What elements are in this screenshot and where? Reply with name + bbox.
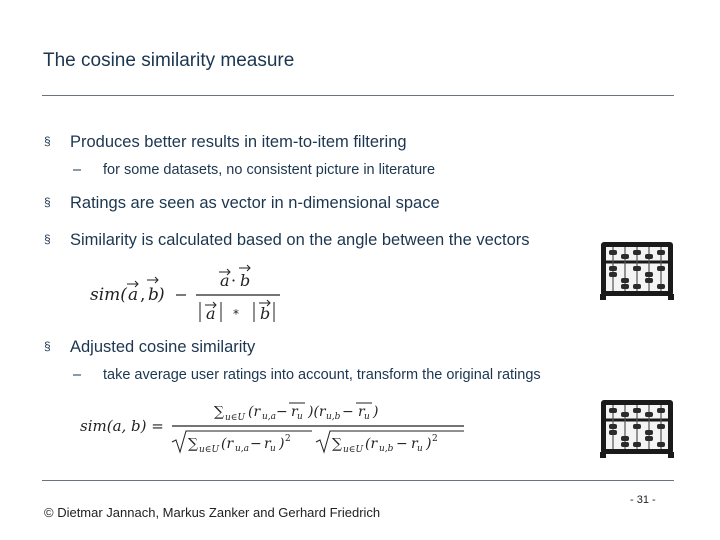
svg-text:a: a	[220, 271, 230, 290]
svg-text:b: b	[260, 304, 271, 323]
svg-text:(r: (r	[248, 404, 261, 420]
svg-text:u: u	[364, 412, 370, 422]
svg-text:*: *	[233, 307, 239, 321]
sub-marker: –	[73, 162, 82, 178]
svg-text:(r: (r	[365, 436, 378, 452]
svg-text:∑: ∑	[188, 436, 198, 452]
bullet-text: Similarity is calculated based on the angle between the vectors	[70, 231, 530, 249]
svg-text:): )	[426, 436, 432, 452]
bullet-text: Produces better results in item-to-item filtering	[70, 133, 407, 151]
svg-text:b: b	[240, 271, 251, 290]
bullet-marker: §	[44, 195, 51, 209]
svg-text:(r: (r	[221, 436, 234, 452]
adjusted-cosine-formula-image	[80, 398, 466, 456]
svg-text:−: −	[342, 404, 354, 420]
svg-text:u: u	[417, 444, 423, 454]
subbullet-text: for some datasets, no consistent picture in literature	[103, 162, 436, 178]
svg-text:−: −	[250, 436, 262, 452]
svg-text:·: ·	[231, 271, 237, 290]
bullet-item	[44, 133, 407, 152]
svg-text:2: 2	[432, 434, 438, 444]
svg-text:b: b	[148, 285, 159, 305]
bullet-marker: §	[44, 134, 51, 148]
svg-text:r: r	[358, 404, 365, 420]
subbullet-item	[73, 367, 541, 383]
abacus-icon	[598, 238, 676, 302]
svg-text:r: r	[264, 436, 271, 452]
sub-marker: –	[73, 367, 82, 383]
svg-text:): )	[373, 404, 379, 420]
svg-text:a: a	[206, 304, 216, 323]
svg-text:r: r	[291, 404, 298, 420]
svg-text:u: u	[297, 412, 303, 422]
svg-text:∑: ∑	[332, 436, 342, 452]
svg-text:u,b: u,b	[326, 412, 341, 422]
svg-text:,: ,	[140, 285, 146, 305]
svg-text:u∈U: u∈U	[199, 445, 220, 455]
bullet-item	[44, 194, 440, 213]
svg-text:)(r: )(r	[308, 404, 326, 420]
bullet-item	[44, 338, 255, 357]
svg-text:a: a	[128, 285, 139, 305]
slide-title: The cosine similarity measure	[43, 50, 295, 71]
svg-text:sim(: sim(	[90, 285, 127, 305]
page-number: - 31 -	[630, 494, 656, 506]
svg-text:): )	[158, 285, 165, 305]
cosine-formula-image	[88, 262, 288, 328]
svg-text:2: 2	[285, 434, 291, 444]
svg-text:sim(a, b) =: sim(a, b) =	[80, 417, 164, 435]
subbullet-text: take average user ratings into account, transform the original ratings	[103, 367, 541, 383]
bullet-marker: §	[44, 339, 51, 353]
subbullet-item	[73, 162, 435, 178]
svg-text:∑: ∑	[214, 404, 224, 420]
top-divider	[42, 95, 674, 96]
bottom-divider	[42, 480, 674, 481]
abacus-icon	[598, 396, 676, 460]
svg-text:r: r	[411, 436, 418, 452]
svg-text:u: u	[270, 444, 276, 454]
svg-text:u∈U: u∈U	[343, 445, 364, 455]
svg-text:u,a: u,a	[235, 444, 250, 454]
bullet-text: Adjusted cosine similarity	[70, 338, 256, 356]
footer-copyright: © Dietmar Jannach, Markus Zanker and Gerhard Friedrich	[44, 505, 381, 520]
svg-text:−: −	[276, 404, 288, 420]
svg-text:u,a: u,a	[262, 412, 277, 422]
svg-text:u∈U: u∈U	[225, 413, 246, 423]
bullet-item	[44, 231, 530, 250]
svg-text:): )	[279, 436, 285, 452]
bullet-text: Ratings are seen as vector in n-dimensional space	[70, 194, 440, 212]
bullet-marker: §	[44, 232, 51, 246]
svg-text:u,b: u,b	[379, 444, 394, 454]
svg-text:−: −	[396, 436, 408, 452]
